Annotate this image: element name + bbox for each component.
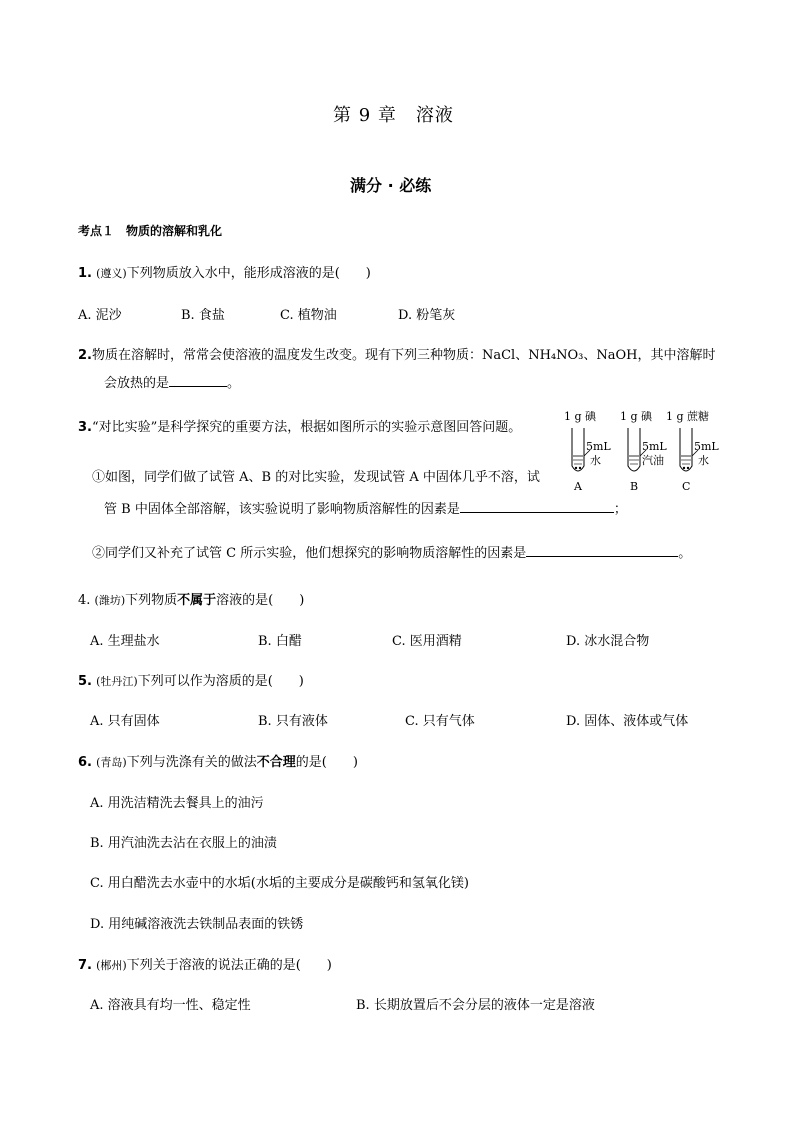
question-source: (潍坊) bbox=[94, 594, 126, 607]
question-number: 5. bbox=[78, 674, 92, 689]
question-text: 物质在溶解时，常常会使溶液的温度发生改变。现有下列三种物质：NaCl、NH₄NO₃、NaOH，其中溶解时 bbox=[91, 348, 716, 363]
option-c: C. 用白醋洗去水壶中的水垢(水垢的主要成分是碳酸钙和氢氧化镁) bbox=[90, 876, 469, 891]
option-b: B. 长期放置后不会分层的液体一定是溶液 bbox=[356, 998, 595, 1013]
tube-a-label: A bbox=[574, 480, 582, 493]
tube-c bbox=[680, 428, 692, 471]
option-b: B. 白醋 bbox=[258, 634, 302, 649]
tube-c-amount: 5mL bbox=[694, 440, 719, 453]
option-d: D. 固体、液体或气体 bbox=[566, 714, 689, 729]
question-1 bbox=[78, 262, 371, 281]
tube-c-label: C bbox=[682, 480, 691, 493]
answer-blank[interactable] bbox=[460, 500, 614, 513]
test-tube-figure bbox=[560, 406, 730, 496]
option-b: B. 只有液体 bbox=[258, 714, 328, 729]
option-c: C. 医用酒精 bbox=[392, 634, 462, 649]
tube-c-liquid: 水 bbox=[698, 454, 709, 467]
answer-blank[interactable] bbox=[169, 374, 227, 387]
tube-a-top-label: 1 g 碘 bbox=[564, 410, 597, 423]
question-source: (牡丹江) bbox=[96, 675, 138, 688]
question-number: 7. bbox=[78, 958, 92, 973]
question-number: 6. bbox=[78, 755, 92, 770]
option-d: D. 用纯碱溶液洗去铁制品表面的铁锈 bbox=[90, 917, 304, 932]
question-2-line2 bbox=[104, 372, 240, 391]
tube-b-liquid: 汽油 bbox=[642, 454, 664, 467]
option-b: B. 食盐 bbox=[181, 308, 225, 323]
question-4 bbox=[78, 589, 304, 608]
topic-heading: 考点１ 物质的溶解和乳化 bbox=[78, 224, 223, 238]
question-text: “对比实验”是科学探究的重要方法，根据如图所示的实验示意图回答问题。 bbox=[91, 420, 522, 435]
question-text: 下列物质 bbox=[125, 593, 178, 608]
question-emphasis: 不合理 bbox=[256, 755, 296, 770]
question-text-cont: 会放热的是 bbox=[104, 376, 170, 391]
tube-c-top-label: 1 g 蔗糖 bbox=[666, 410, 710, 423]
question-2 bbox=[78, 344, 716, 363]
punctuation: 。 bbox=[678, 546, 692, 561]
option-a: A. 用洗洁精洗去餐具上的油污 bbox=[90, 796, 264, 811]
tube-a bbox=[572, 428, 584, 471]
question-7 bbox=[78, 954, 332, 973]
option-a: A. 溶液具有均一性、稳定性 bbox=[90, 998, 251, 1013]
tube-b-amount: 5mL bbox=[642, 440, 667, 453]
question-3-sub1-line2 bbox=[104, 498, 627, 517]
question-text: 下列可以作为溶质的是( ) bbox=[137, 674, 304, 689]
question-3-sub2 bbox=[92, 542, 691, 561]
option-c: C. 只有气体 bbox=[405, 714, 475, 729]
section-title: 满分 · 必练 bbox=[350, 176, 432, 195]
question-number: 4. bbox=[78, 593, 91, 608]
question-3-sub1: ①如图，同学们做了试管 A、B 的对比实验，发现试管 A 中固体几乎不溶，试 bbox=[92, 470, 540, 485]
option-a: A. 只有固体 bbox=[90, 714, 160, 729]
question-number: 2. bbox=[78, 348, 92, 363]
question-text: 下列物质放入水中，能形成溶液的是( ) bbox=[126, 266, 371, 281]
option-a: A. 生理盐水 bbox=[90, 634, 160, 649]
punctuation: 。 bbox=[227, 376, 241, 391]
question-text: 下列与洗涤有关的做法 bbox=[126, 755, 257, 770]
tube-a-liquid: 水 bbox=[590, 454, 601, 467]
question-3 bbox=[78, 416, 521, 435]
question-text: 下列关于溶液的说法正确的是( ) bbox=[126, 958, 332, 973]
tube-b bbox=[628, 428, 640, 471]
chapter-title: 第 9 章 溶液 bbox=[333, 105, 454, 126]
question-text-end: 溶液的是( ) bbox=[216, 593, 305, 608]
question-5 bbox=[78, 670, 304, 689]
question-source: (遵义) bbox=[96, 267, 127, 280]
question-number: 3. bbox=[78, 420, 92, 435]
question-source: (郴州) bbox=[96, 959, 127, 972]
question-text-cont: 管 B 中固体全部溶解，该实验说明了影响物质溶解性的因素是 bbox=[104, 502, 460, 517]
question-source: (青岛) bbox=[96, 756, 127, 769]
question-text-end: 的是( ) bbox=[295, 755, 358, 770]
option-b: B. 用汽油洗去沾在衣服上的油渍 bbox=[90, 836, 277, 851]
tube-b-top-label: 1 g 碘 bbox=[620, 410, 653, 423]
option-d: D. 粉笔灰 bbox=[398, 308, 456, 323]
option-d: D. 冰水混合物 bbox=[566, 634, 650, 649]
tube-a-amount: 5mL bbox=[586, 440, 611, 453]
punctuation: ； bbox=[613, 502, 627, 517]
question-6 bbox=[78, 751, 358, 770]
question-text: ②同学们又补充了试管 C 所示实验，他们想探究的影响物质溶解性的因素是 bbox=[92, 546, 527, 561]
answer-blank[interactable] bbox=[526, 544, 678, 557]
question-number: 1. bbox=[78, 266, 92, 281]
tube-b-label: B bbox=[630, 480, 639, 493]
question-emphasis: 不属于 bbox=[177, 593, 217, 608]
option-a: A. 泥沙 bbox=[78, 308, 122, 323]
option-c: C. 植物油 bbox=[280, 308, 337, 323]
